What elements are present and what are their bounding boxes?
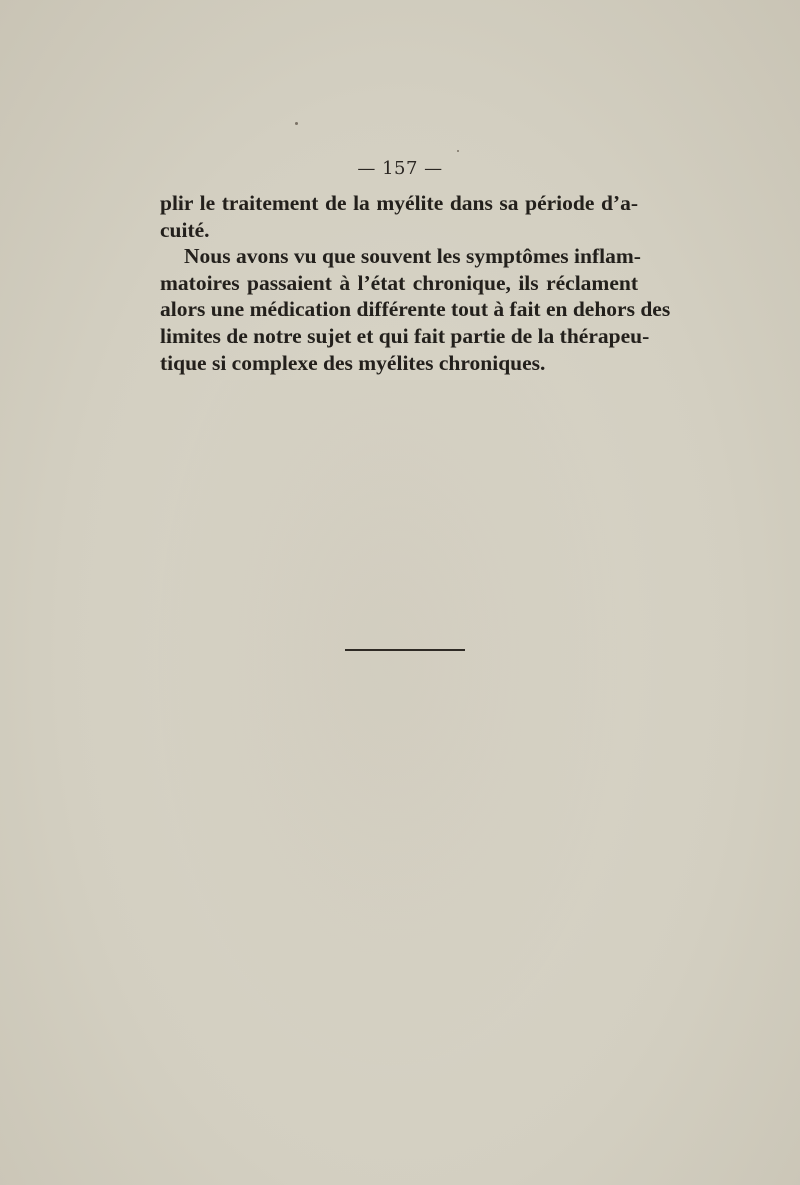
paragraph [160, 190, 638, 243]
show-through-background [150, 380, 630, 1080]
text-line: alors une médication différente tout à fait en dehors des [160, 297, 671, 322]
paper-speck [295, 122, 298, 125]
paper-speck [457, 150, 459, 152]
page-number: — 157 — [357, 158, 443, 179]
paragraph [160, 243, 671, 376]
section-end-rule [345, 649, 465, 651]
text-line: limites de notre sujet et qui fait partie de la thérapeu- [160, 323, 650, 348]
text-line: matoires passaient à l’état chronique, ils réclament [160, 270, 638, 295]
body-text [160, 190, 671, 376]
text-line: cuité. [160, 217, 210, 242]
text-line: plir le traitement de la myélite dans sa période d’a- [160, 191, 638, 215]
text-line: tique si complexe des myélites chroniques. [160, 350, 546, 375]
text-line: Nous avons vu que souvent les symptômes inflam- [184, 244, 641, 269]
